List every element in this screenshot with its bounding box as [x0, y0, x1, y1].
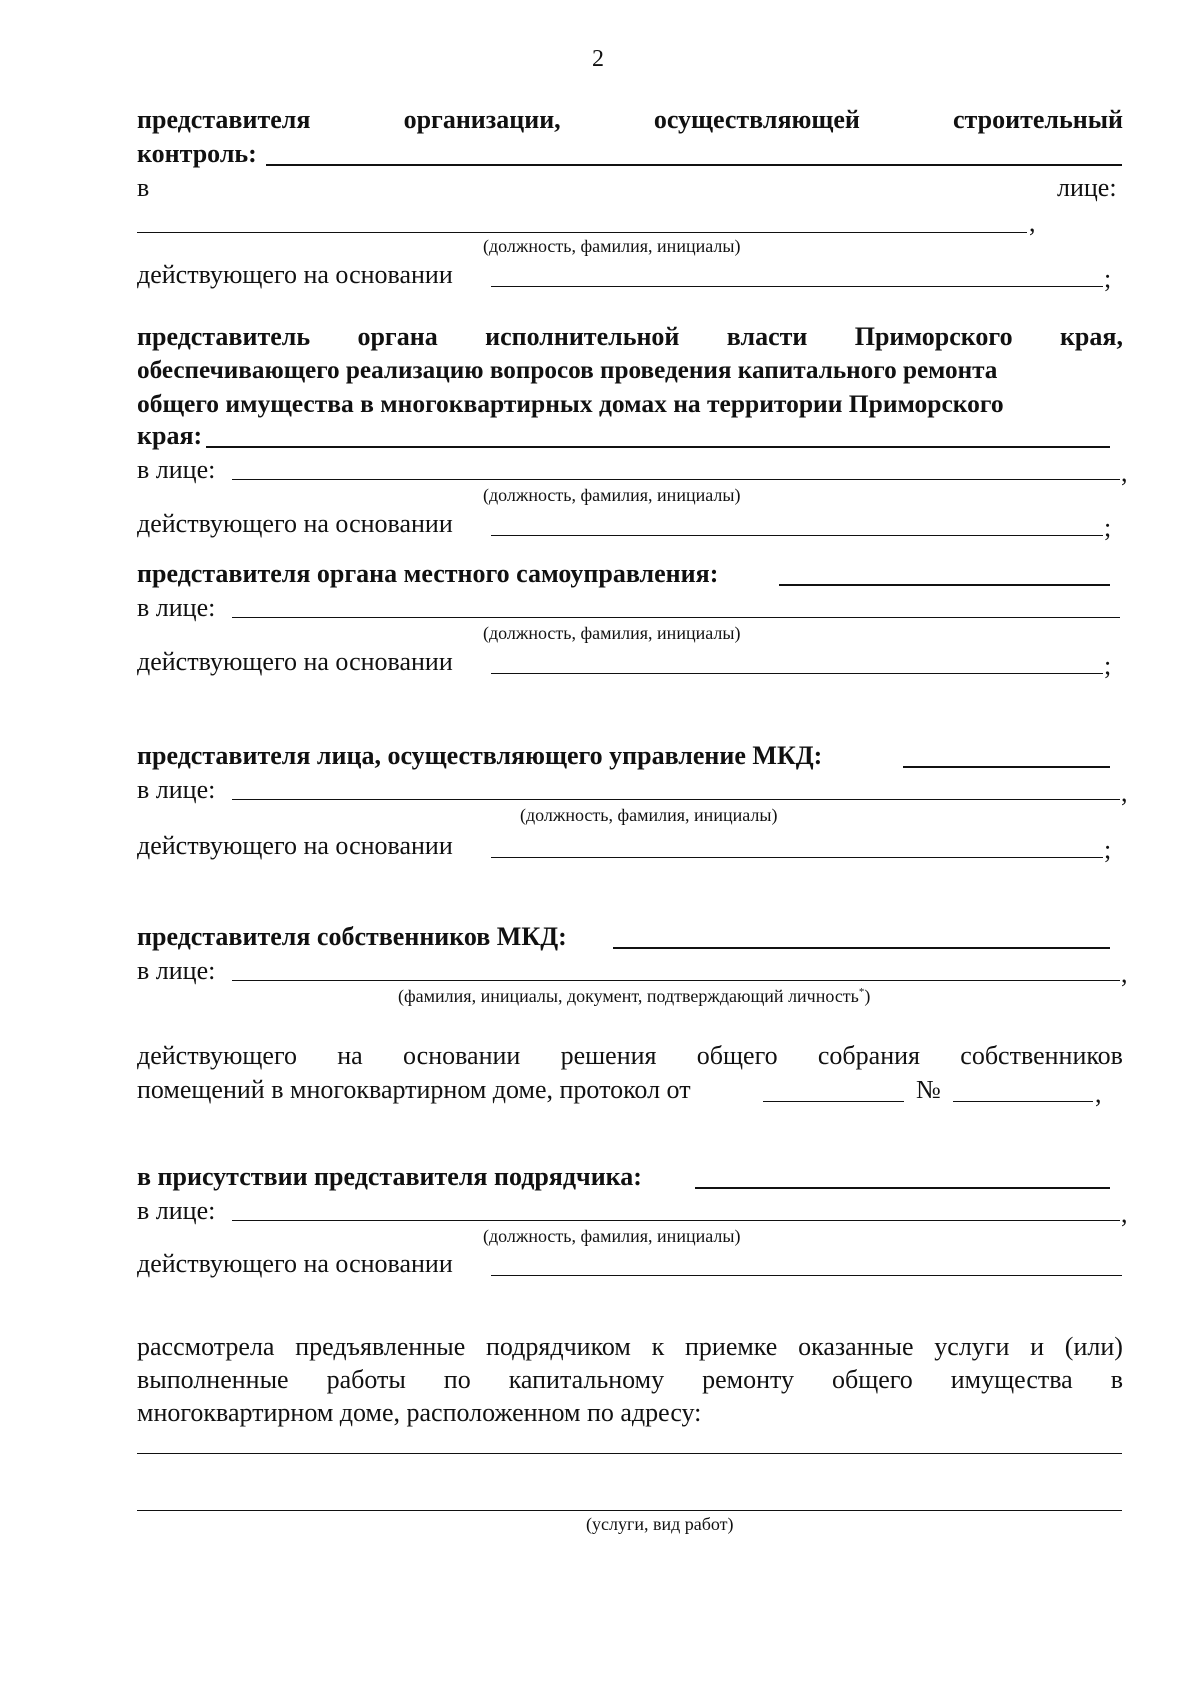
sec7-line1 — [137, 1334, 1123, 1360]
sec6-basis-label: действующего на основании — [137, 1249, 453, 1278]
page-number: 2 — [592, 46, 604, 72]
sec6-heading: в присутствии представителя подрядчика: — [137, 1162, 642, 1191]
sec3-v-litse: в лице: — [137, 593, 216, 622]
sec2-v-litse: в лице: — [137, 455, 216, 484]
sec6-basis-field[interactable] — [491, 1275, 1122, 1276]
sec5-protocol-date-field[interactable] — [763, 1101, 904, 1102]
sec5-v-litse: в лице: — [137, 956, 216, 985]
sec3-person-field[interactable] — [232, 617, 1120, 618]
sec7-address-field[interactable] — [137, 1453, 1122, 1454]
sec2-comma: , — [1121, 458, 1128, 487]
sec2-caption: (должность, фамилия, инициалы) — [483, 485, 741, 505]
sec7-line3: многоквартирном доме, расположенном по адресу: — [137, 1398, 702, 1427]
sec3-semicolon: ; — [1104, 651, 1112, 680]
sec3-caption: (должность, фамилия, инициалы) — [483, 623, 741, 643]
sec1-heading-word: представителя — [137, 105, 311, 134]
sec6-caption: (должность, фамилия, инициалы) — [483, 1226, 741, 1246]
sec2-heading-word: представитель — [137, 322, 311, 351]
sec6-v-litse: в лице: — [137, 1196, 216, 1225]
sec1-heading-line1 — [137, 107, 1123, 133]
sec7-word: имущества — [950, 1365, 1073, 1394]
sec5-person-field[interactable] — [232, 980, 1120, 981]
sec5-heading: представителя собственников МКД: — [137, 922, 567, 951]
sec5-line2-comma: , — [1095, 1079, 1102, 1108]
sec5-basis-word: решения — [560, 1041, 657, 1070]
sec1-semicolon: ; — [1104, 264, 1112, 293]
sec7-works-field[interactable] — [137, 1510, 1122, 1511]
sec2-heading-word: Приморского — [854, 322, 1013, 351]
sec7-word: выполненные — [137, 1365, 289, 1394]
sec5-basis-word: общего — [696, 1041, 778, 1070]
sec4-basis-field[interactable] — [491, 857, 1103, 858]
sec3-basis-label: действующего на основании — [137, 647, 453, 676]
sec7-word: и — [1030, 1332, 1045, 1361]
sec1-basis-field[interactable] — [491, 286, 1103, 287]
sec7-word: работы — [326, 1365, 406, 1394]
sec3-heading: представителя органа местного самоуправления: — [137, 559, 719, 588]
sec7-word: рассмотрела — [137, 1332, 275, 1361]
sec7-word: к — [651, 1332, 665, 1361]
sec7-line2 — [137, 1367, 1123, 1393]
sec2-heading-line2: обеспечивающего реализацию вопросов проведения капитального ремонта — [137, 357, 998, 384]
sec4-comma: , — [1121, 778, 1128, 807]
sec1-comma: , — [1029, 208, 1036, 237]
sec7-word: приемке — [684, 1332, 778, 1361]
sec1-heading-word: организации, — [403, 105, 561, 134]
sec5-basis-word: основании — [403, 1041, 521, 1070]
sec2-heading-word: исполнительной — [485, 322, 680, 351]
sec2-heading-line4: края: — [137, 421, 203, 450]
sec3-basis-field[interactable] — [491, 673, 1103, 674]
sec5-basis-line1 — [137, 1043, 1123, 1069]
sec5-basis-word: собственников — [960, 1041, 1123, 1070]
sec5-caption-close: ) — [864, 986, 871, 1006]
sec5-comma: , — [1121, 959, 1128, 988]
sec4-manager-field[interactable] — [903, 766, 1110, 768]
sec2-basis-field[interactable] — [491, 535, 1103, 536]
sec7-word: предъявленные — [295, 1332, 466, 1361]
sec4-basis-label: действующего на основании — [137, 831, 453, 860]
sec7-word: по — [443, 1365, 471, 1394]
sec7-word: общего — [831, 1365, 913, 1394]
sec5-protocol-number-field[interactable] — [953, 1101, 1093, 1102]
sec5-basis-word: на — [337, 1041, 363, 1070]
sec6-contractor-field[interactable] — [695, 1187, 1110, 1189]
sec3-organ-field[interactable] — [779, 584, 1110, 586]
sec7-word: оказанные — [798, 1332, 914, 1361]
sec1-v: в — [137, 173, 150, 202]
sec4-semicolon: ; — [1104, 835, 1112, 864]
sec2-heading-word: края, — [1059, 322, 1123, 351]
sec6-comma: , — [1121, 1199, 1128, 1228]
sec1-heading-line2: контроль: — [137, 139, 257, 168]
sec1-organization-field[interactable] — [266, 164, 1122, 166]
sec7-word: подрядчиком — [486, 1332, 631, 1361]
sec7-word: в — [1110, 1365, 1123, 1394]
sec5-basis-word: действующего — [137, 1041, 297, 1070]
sec1-heading-word: строительный — [953, 105, 1123, 134]
sec5-caption — [398, 987, 870, 1005]
sec5-number-sign: № — [916, 1075, 941, 1104]
sec7-caption: (услуги, вид работ) — [586, 1514, 734, 1534]
sec5-basis-line2: помещений в многоквартирном доме, протокол от — [137, 1075, 691, 1104]
sec7-word: (или) — [1064, 1332, 1123, 1361]
sec4-heading: представителя лица, осуществляющего управление МКД: — [137, 741, 823, 770]
sec2-semicolon: ; — [1104, 513, 1112, 542]
sec2-organ-field[interactable] — [206, 446, 1110, 448]
sec1-basis-label: действующего на основании — [137, 260, 453, 289]
sec6-person-field[interactable] — [232, 1220, 1120, 1221]
sec2-heading-word: власти — [726, 322, 808, 351]
sec5-owners-field[interactable] — [613, 947, 1110, 949]
sec1-litse-label: лице: — [1057, 173, 1117, 202]
sec7-word: ремонту — [702, 1365, 795, 1394]
sec5-basis-word: собрания — [817, 1041, 920, 1070]
sec5-caption-text: (фамилия, инициалы, документ, подтверждающий личность — [398, 986, 859, 1006]
sec2-basis-label: действующего на основании — [137, 509, 453, 538]
sec2-heading-line3: общего имущества в многоквартирных домах на территории Приморского — [137, 389, 1004, 418]
sec4-v-litse: в лице: — [137, 775, 216, 804]
sec2-heading-word: органа — [357, 322, 438, 351]
sec1-heading-word: осуществляющей — [653, 105, 860, 134]
sec2-heading-line1 — [137, 324, 1123, 350]
sec5-caption-footnote-mark: * — [858, 986, 865, 998]
sec1-caption: (должность, фамилия, инициалы) — [483, 236, 741, 256]
sec1-person-field[interactable] — [137, 232, 1027, 233]
sec7-word: капитальному — [508, 1365, 665, 1394]
sec4-caption: (должность, фамилия, инициалы) — [520, 805, 778, 825]
sec4-person-field[interactable] — [232, 799, 1120, 800]
sec7-word: услуги — [934, 1332, 1010, 1361]
sec2-person-field[interactable] — [232, 479, 1120, 480]
